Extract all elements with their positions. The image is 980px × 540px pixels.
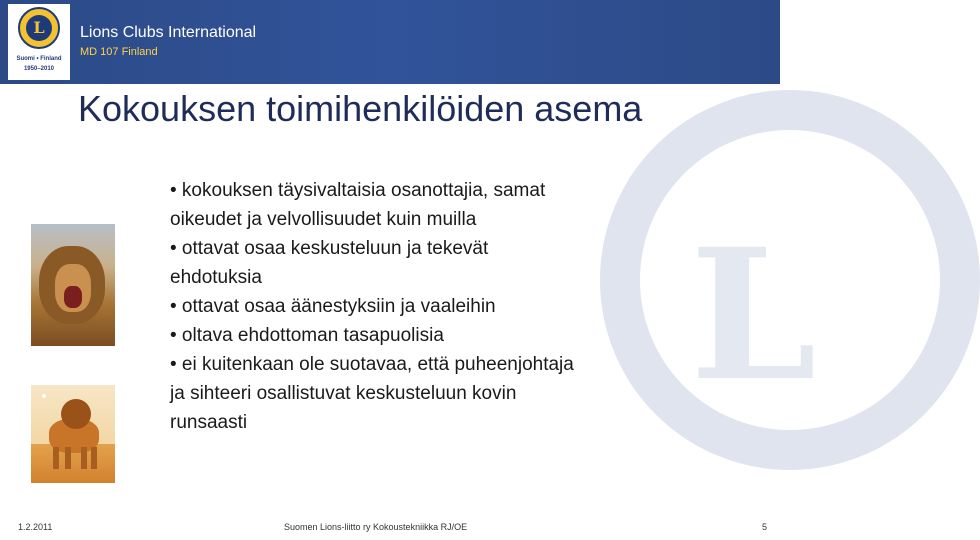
logo-letter: L — [26, 15, 52, 41]
body-line: • ottavat osaa äänestyksiin ja vaaleihin — [170, 296, 496, 317]
footer-center-text: Suomen Lions-liitto ry Kokoustekniikka RJ/OE — [284, 522, 468, 532]
org-subtitle: MD 107 Finland — [80, 46, 158, 58]
slide-title: Kokouksen toimihenkilöiden asema — [78, 88, 643, 129]
lions-logo — [8, 4, 70, 80]
body-line: • ei kuitenkaan ole suotavaa, että puheenjohtaja — [170, 354, 574, 375]
body-line: runsaasti — [170, 412, 248, 433]
roaring-lion-photo — [31, 224, 115, 346]
body-line: • kokouksen täysivaltaisia osanottajia, samat — [170, 180, 546, 201]
body-line: ehdotuksia — [170, 267, 262, 288]
body-line: ja sihteeri osallistuvat keskusteluun kovin — [170, 383, 517, 404]
image-bullet-dot — [42, 394, 46, 398]
page-number: 5 — [762, 522, 768, 532]
body-line: oikeudet ja velvollisuudet kuin muilla — [170, 209, 477, 230]
footer-date: 1.2.2011 — [18, 522, 53, 532]
lion-illustration — [31, 385, 115, 483]
body-line: • ottavat osaa keskusteluun ja tekevät — [170, 238, 489, 259]
slide-body — [170, 176, 690, 437]
header-band — [0, 0, 780, 84]
logo-emblem — [18, 7, 60, 49]
body-line: • oltava ehdottoman tasapuolisia — [170, 325, 444, 346]
logo-caption-country: Suomi • Finland — [16, 56, 62, 62]
lions-watermark-letter: L — [690, 210, 817, 421]
org-name: Lions Clubs International — [80, 24, 257, 41]
logo-caption-years: 1950–2010 — [23, 66, 55, 72]
